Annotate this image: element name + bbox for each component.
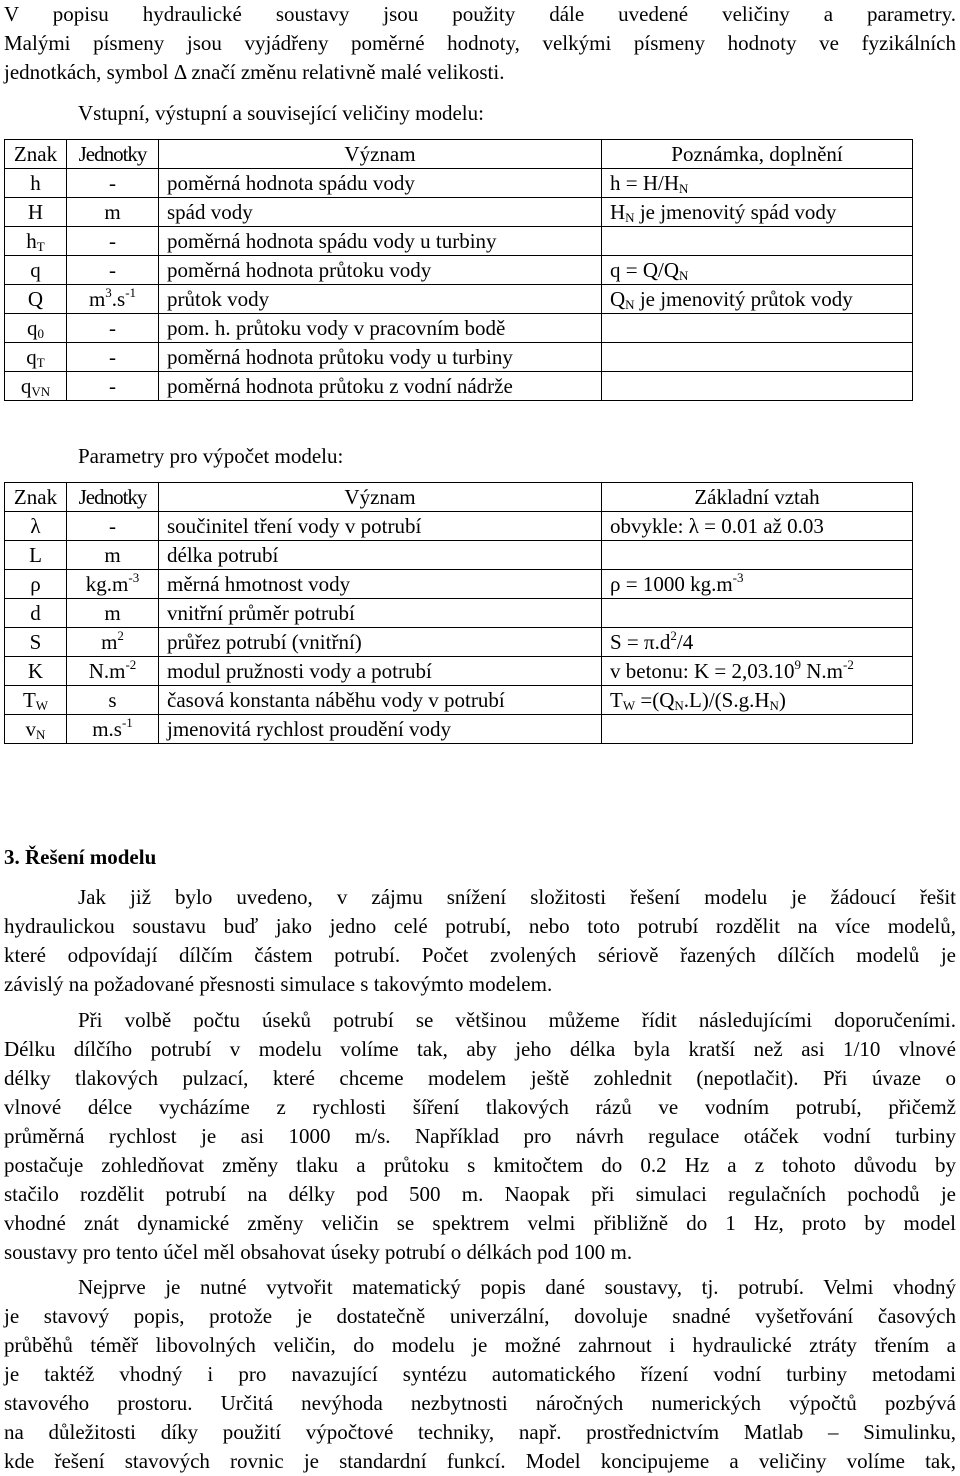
header-vyznam: Význam bbox=[159, 483, 602, 512]
cell-vyznam: poměrná hodnota průtoku z vodní nádrže bbox=[159, 372, 602, 401]
cell-zakladni-vztah: ρ = 1000 $kg.m^{-3}$ bbox=[602, 570, 913, 599]
parameters-table bbox=[4, 482, 913, 744]
paragraph-line: soustavy pro tento účel měl obsahovat úseky potrubí o délkách pod 100 m. bbox=[4, 1240, 633, 1264]
cell-znak: H bbox=[5, 198, 67, 227]
paragraph-line: délky tlakových pulzací, které chceme modelem ještě zohlednit (nepotlačit). Při úvaze o bbox=[4, 1066, 956, 1090]
cell-zakladni-vztah: v betonu: $K = 2,03.10^9$ $N.m^{-2}$ bbox=[602, 657, 913, 686]
table-header-row bbox=[5, 140, 913, 169]
cell-znak: ρ bbox=[5, 570, 67, 599]
cell-jednotky: - bbox=[67, 314, 159, 343]
cell-poznamka: $H_N$ je jmenovitý spád vody bbox=[602, 198, 913, 227]
cell-jednotky: m bbox=[67, 198, 159, 227]
cell-zakladni-vztah bbox=[602, 715, 913, 744]
cell-zakladni-vztah bbox=[602, 541, 913, 570]
cell-poznamka: $Q_N$ je jmenovitý průtok vody bbox=[602, 285, 913, 314]
section-heading: 3. Řešení modelu bbox=[4, 845, 157, 869]
table-row bbox=[5, 256, 913, 285]
cell-jednotky: $kg.m^{-3}$ bbox=[67, 570, 159, 599]
cell-poznamka: $h = H/H_N$ bbox=[602, 169, 913, 198]
table-row bbox=[5, 628, 913, 657]
cell-vyznam: součinitel tření vody v potrubí bbox=[159, 512, 602, 541]
paragraph-line: které odpovídají dílčím částem potrubí. Počet zvolených sériově řazených dílčích modelů je bbox=[4, 943, 956, 967]
cell-jednotky: - bbox=[67, 227, 159, 256]
cell-jednotky: - bbox=[67, 169, 159, 198]
table1-caption: Vstupní, výstupní a související veličiny modelu: bbox=[78, 101, 484, 125]
intro-line-3: jednotkách, symbol Δ značí změnu relativně malé velikosti. bbox=[4, 60, 505, 84]
cell-znak: $h_T$ bbox=[5, 227, 67, 256]
cell-poznamka bbox=[602, 314, 913, 343]
table-row bbox=[5, 512, 913, 541]
cell-znak: S bbox=[5, 628, 67, 657]
cell-vyznam: pom. h. průtoku vody v pracovním bodě bbox=[159, 314, 602, 343]
paragraph-line: stačilo rozdělit potrubí na délky pod 500 m. Naopak při simulaci regulačních pochodů je bbox=[4, 1182, 956, 1206]
header-jednotky: Jednotky bbox=[67, 483, 159, 512]
cell-jednotky: - bbox=[67, 512, 159, 541]
table-row bbox=[5, 570, 913, 599]
cell-jednotky: - bbox=[67, 372, 159, 401]
cell-jednotky: m bbox=[67, 599, 159, 628]
paragraph-line: závislý na požadované přesnosti simulace s takovýmto modelem. bbox=[4, 972, 553, 996]
header-jednotky: Jednotky bbox=[67, 140, 159, 169]
cell-znak: $v_N$ bbox=[5, 715, 67, 744]
cell-znak: λ bbox=[5, 512, 67, 541]
paragraph-line: Jak již bylo uvedeno, v zájmu snížení složitosti řešení modelu je žádoucí řešit bbox=[78, 885, 956, 909]
paragraph-line: postačuje zohledňovat změny tlaku a průtoku s kmitočtem do 0.2 Hz a z tohoto důvodu by bbox=[4, 1153, 956, 1177]
paragraph-line: průměrná rychlost je asi 1000 m/s. Například pro návrh regulace otáček vodní turbiny bbox=[4, 1124, 956, 1148]
table-header-row bbox=[5, 483, 913, 512]
paragraph-line: Délku dílčího potrubí v modelu volíme tak, aby jeho délka byla kratší než asi 1/10 vlnové bbox=[4, 1037, 956, 1061]
header-vyznam: Význam bbox=[159, 140, 602, 169]
cell-vyznam: časová konstanta náběhu vody v potrubí bbox=[159, 686, 602, 715]
cell-vyznam: průřez potrubí (vnitřní) bbox=[159, 628, 602, 657]
cell-vyznam: délka potrubí bbox=[159, 541, 602, 570]
paragraph-line: Nejprve je nutné vytvořit matematický popis dané soustavy, tj. potrubí. Velmi vhodný bbox=[78, 1275, 956, 1299]
cell-vyznam: vnitřní průměr potrubí bbox=[159, 599, 602, 628]
cell-vyznam: poměrná hodnota spádu vody bbox=[159, 169, 602, 198]
cell-jednotky: $m^3.s^{-1}$ bbox=[67, 285, 159, 314]
table-row bbox=[5, 541, 913, 570]
cell-zakladni-vztah bbox=[602, 599, 913, 628]
cell-zakladni-vztah: obvykle: λ = 0.01 až 0.03 bbox=[602, 512, 913, 541]
table-row bbox=[5, 227, 913, 256]
variables-table bbox=[4, 139, 913, 401]
table-row bbox=[5, 599, 913, 628]
cell-znak: K bbox=[5, 657, 67, 686]
cell-znak: $q_{VN}$ bbox=[5, 372, 67, 401]
table-row bbox=[5, 285, 913, 314]
paragraph-line: průběhů téměř libovolných veličin, do modelu je možné zahrnout i hydraulické ztráty třením a bbox=[4, 1333, 956, 1357]
cell-znak: $T_W$ bbox=[5, 686, 67, 715]
table-row bbox=[5, 198, 913, 227]
header-poznamka: Poznámka, doplnění bbox=[602, 140, 913, 169]
cell-vyznam: průtok vody bbox=[159, 285, 602, 314]
cell-jednotky: m bbox=[67, 541, 159, 570]
table2-caption: Parametry pro výpočet modelu: bbox=[78, 444, 344, 468]
paragraph-line: Při volbě počtu úseků potrubí se většinou můžeme řídit následujícími doporučeními. bbox=[78, 1008, 956, 1032]
cell-poznamka bbox=[602, 343, 913, 372]
cell-znak: $q_0$ bbox=[5, 314, 67, 343]
cell-jednotky: - bbox=[67, 256, 159, 285]
paragraph-line: stavového prostoru. Určitá nevýhoda nezbytnosti náročných numerických výpočtů pozbývá bbox=[4, 1391, 956, 1415]
cell-jednotky: - bbox=[67, 343, 159, 372]
cell-vyznam: poměrná hodnota průtoku vody u turbiny bbox=[159, 343, 602, 372]
cell-znak: Q bbox=[5, 285, 67, 314]
cell-jednotky: $m^2$ bbox=[67, 628, 159, 657]
intro-line-1: V popisu hydraulické soustavy jsou použity dále uvedené veličiny a parametry. bbox=[4, 2, 956, 26]
cell-vyznam: spád vody bbox=[159, 198, 602, 227]
cell-vyznam: měrná hmotnost vody bbox=[159, 570, 602, 599]
paragraph-line: je stavový popis, protože je dostatečně univerzální, dovoluje snadné vyšetřování časových bbox=[4, 1304, 956, 1328]
table-row bbox=[5, 372, 913, 401]
cell-vyznam: jmenovitá rychlost proudění vody bbox=[159, 715, 602, 744]
table-row bbox=[5, 715, 913, 744]
cell-jednotky: $N.m^{-2}$ bbox=[67, 657, 159, 686]
intro-line-2: Malými písmeny jsou vyjádřeny poměrné hodnoty, velkými písmeny hodnoty ve fyzikálních bbox=[4, 31, 956, 55]
header-znak: Znak bbox=[5, 140, 67, 169]
paragraph-line: vlnové délce vycházíme z rychlosti šíření tlakových rázů ve vodním potrubí, přičemž bbox=[4, 1095, 956, 1119]
cell-vyznam: modul pružnosti vody a potrubí bbox=[159, 657, 602, 686]
cell-zakladni-vztah: $S = \pi.d^2/4$ bbox=[602, 628, 913, 657]
cell-poznamka: $q = Q/Q_N$ bbox=[602, 256, 913, 285]
cell-vyznam: poměrná hodnota spádu vody u turbiny bbox=[159, 227, 602, 256]
table-row bbox=[5, 314, 913, 343]
cell-znak: q bbox=[5, 256, 67, 285]
paragraph-line: hydraulickou soustavu buď jako jedno celé potrubí, nebo toto potrubí rozdělit na více modelů, bbox=[4, 914, 956, 938]
header-znak: Znak bbox=[5, 483, 67, 512]
paragraph-line: kde řešení stavových rovnic je standardní funkcí. Model koncipujeme a veličiny volíme tak, bbox=[4, 1449, 956, 1473]
paragraph-line: vhodné znát dynamické změny veličin se spektrem velmi přibližně do 1 Hz, proto by model bbox=[4, 1211, 956, 1235]
cell-jednotky: $m.s^{-1}$ bbox=[67, 715, 159, 744]
table-row bbox=[5, 657, 913, 686]
header-zakladni-vztah: Základní vztah bbox=[602, 483, 913, 512]
cell-poznamka bbox=[602, 372, 913, 401]
cell-poznamka bbox=[602, 227, 913, 256]
cell-znak: h bbox=[5, 169, 67, 198]
paragraph-line: na důležitosti díky použití výpočtové techniky, např. prostřednictvím Matlab – Simulinku, bbox=[4, 1420, 956, 1444]
table-row bbox=[5, 686, 913, 715]
table-row bbox=[5, 169, 913, 198]
cell-zakladni-vztah: $T_W =(Q_N.L)/(S.g.H_N)$ bbox=[602, 686, 913, 715]
table-row bbox=[5, 343, 913, 372]
cell-znak: d bbox=[5, 599, 67, 628]
cell-znak: L bbox=[5, 541, 67, 570]
cell-znak: $q_T$ bbox=[5, 343, 67, 372]
paragraph-line: je taktéž vhodný i pro navazující syntézu automatického řízení vodní turbiny metodami bbox=[4, 1362, 956, 1386]
cell-jednotky: s bbox=[67, 686, 159, 715]
cell-vyznam: poměrná hodnota průtoku vody bbox=[159, 256, 602, 285]
